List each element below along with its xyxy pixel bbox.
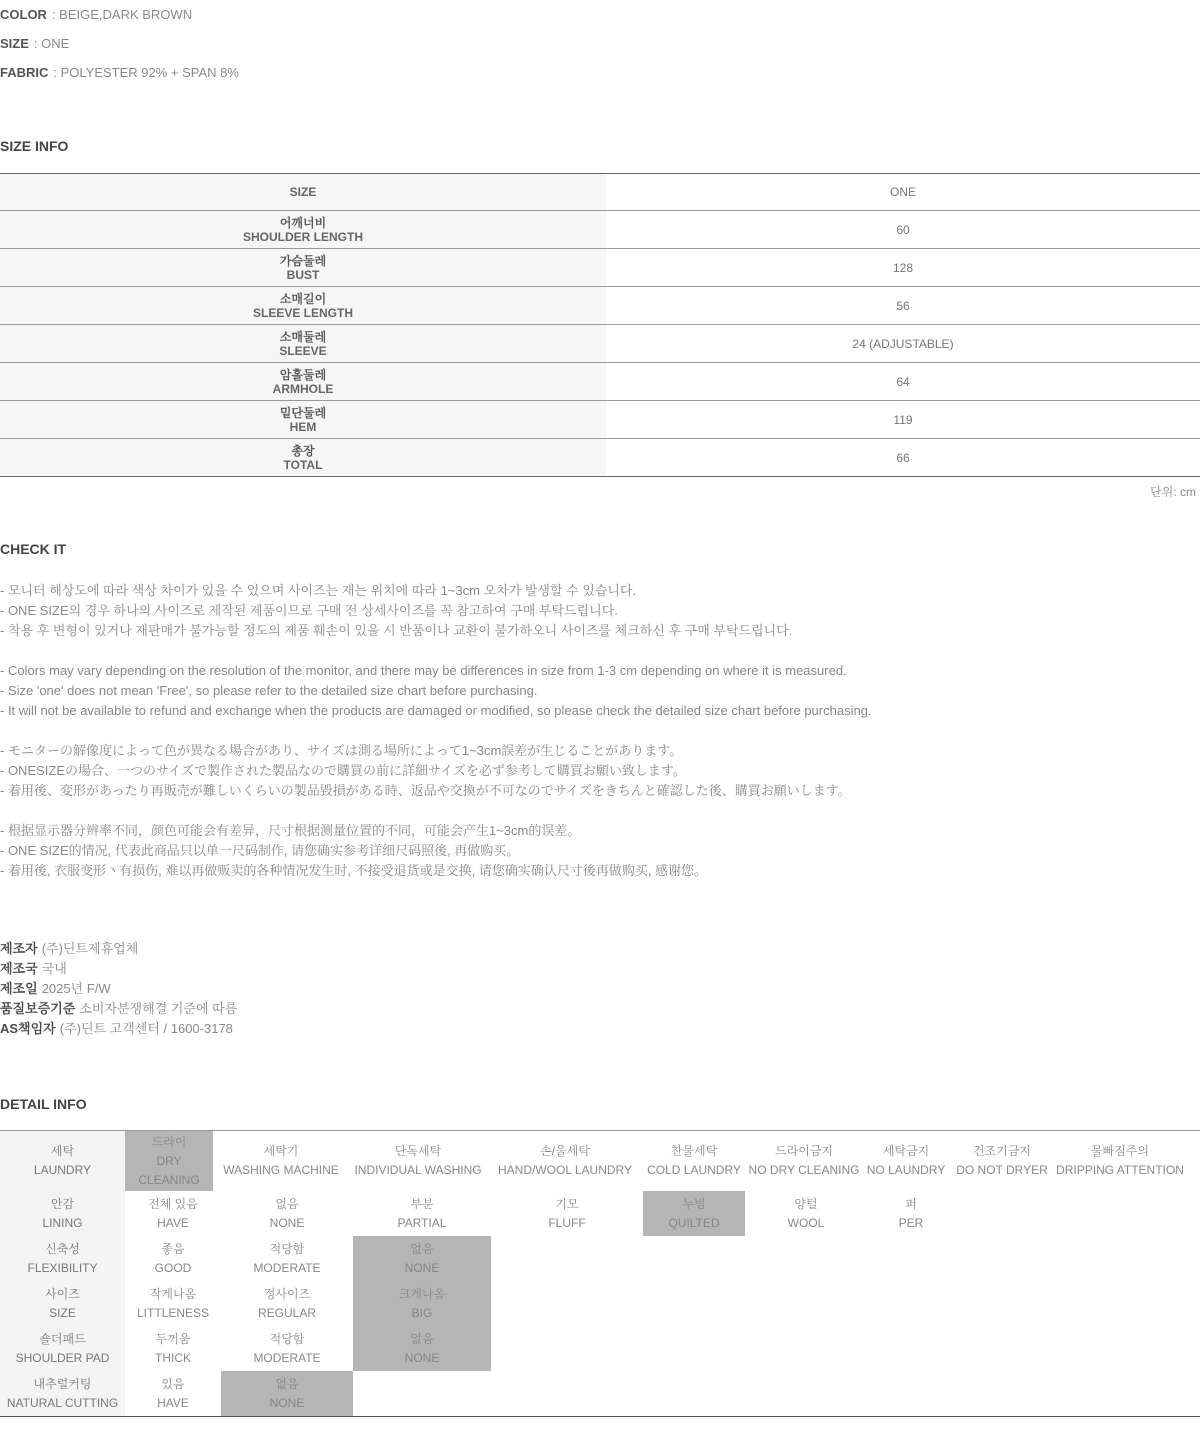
manufacturer-line: 품질보증기준 소비자분쟁해결 기준에 따름 bbox=[0, 1001, 238, 1016]
measure-value: 64 bbox=[606, 363, 1200, 401]
manufacturer-line: 제조국 국내 bbox=[0, 961, 67, 976]
option-selected: 누빔 QUILTED bbox=[643, 1191, 745, 1236]
option: 없음 NONE bbox=[269, 1196, 305, 1230]
row-label: 숄더패드 SHOULDER PAD bbox=[0, 1326, 125, 1371]
option: 찬물세탁 COLD LAUNDRY bbox=[647, 1144, 741, 1177]
measure-value: 66 bbox=[606, 439, 1200, 477]
color-value: : BEIGE,DARK BROWN bbox=[51, 7, 193, 22]
detail-row-shoulder-pad bbox=[0, 1326, 1200, 1371]
option: 적당함 MODERATE bbox=[253, 1331, 321, 1365]
check-block-chinese bbox=[0, 821, 1200, 881]
detail-row-laundry bbox=[0, 1131, 1200, 1191]
row-label: 신축성 FLEXIBILITY bbox=[0, 1236, 125, 1281]
option: 세탁기 WASHING MACHINE bbox=[223, 1144, 339, 1177]
measure-value: 60 bbox=[606, 211, 1200, 249]
table-row bbox=[0, 287, 1200, 325]
size-table-header-value: ONE bbox=[606, 174, 1200, 211]
fabric-value: : POLYESTER 92% + SPAN 8% bbox=[53, 65, 239, 80]
option: 퍼 PER bbox=[898, 1196, 924, 1230]
fabric-line bbox=[0, 66, 1200, 79]
option: 정사이즈 REGULAR bbox=[257, 1286, 316, 1320]
size-info-heading: SIZE INFO bbox=[0, 138, 69, 154]
fabric-label: FABRIC bbox=[0, 65, 49, 80]
check-line: - 착용 후 변형이 있거나 재판매가 불가능할 정도의 제품 훼손이 있을 시 반품이나 교환이 불가하오니 사이즈를 체크하신 후 구매 부탁드립니다. bbox=[0, 623, 793, 638]
detail-row-lining bbox=[0, 1191, 1200, 1236]
option: 물빠짐주의 DRIPPING ATTENTION bbox=[1056, 1144, 1184, 1177]
option: 작게나옴 LITTLENESS bbox=[136, 1286, 210, 1320]
size-table bbox=[0, 173, 1200, 477]
option-selected: 크게나옴 BIG bbox=[353, 1281, 491, 1326]
check-block-japanese bbox=[0, 741, 1200, 801]
option-selected: 없음 NONE bbox=[353, 1236, 491, 1281]
measure-name: 소매길이 SLEEVE LENGTH bbox=[0, 287, 606, 325]
manufacturer-info bbox=[0, 939, 1200, 1039]
size-line bbox=[0, 37, 1200, 50]
option: 좋음 GOOD bbox=[154, 1241, 192, 1275]
option: 기모 FLUFF bbox=[548, 1196, 586, 1230]
check-line: - ONE SIZE의 경우 하나의 사이즈로 제작된 제품이므로 구매 전 상세사이즈를 꼭 참고하여 구매 부탁드립니다. bbox=[0, 603, 618, 618]
measure-name: 어깨너비 SHOULDER LENGTH bbox=[0, 211, 606, 249]
detail-row-flexibility bbox=[0, 1236, 1200, 1281]
measure-name: 소매둘레 SLEEVE bbox=[0, 325, 606, 363]
measure-value: 128 bbox=[606, 249, 1200, 287]
check-line: - Colors may vary depending on the resolution of the monitor, and there may be differences in size from 1-3 cm depending on where it is measured. bbox=[0, 663, 847, 678]
check-it-heading: CHECK IT bbox=[0, 541, 67, 557]
measure-value: 24 (ADJUSTABLE) bbox=[606, 325, 1200, 363]
check-line: - 着用後, 衣服变形丶有损伤, 难以再做贩卖的各种情况发生时, 不接受退货或是交换, 请您确实确认尺寸後再做购买, 感谢您。 bbox=[0, 863, 708, 878]
size-table-header-key: SIZE bbox=[0, 174, 606, 211]
option: 드라이금지 NO DRY CLEANING bbox=[748, 1144, 860, 1177]
check-block-english bbox=[0, 661, 1200, 721]
manufacturer-line: 제조일 2025년 F/W bbox=[0, 981, 111, 996]
unit-note: 단위: cm bbox=[1150, 485, 1196, 499]
check-line: - 모니터 해상도에 따라 색상 차이가 있을 수 있으며 사이즈는 재는 위치에 따라 1~3cm 오차가 발생할 수 있습니다. bbox=[0, 583, 637, 598]
size-value: : ONE bbox=[33, 36, 70, 51]
table-row bbox=[0, 325, 1200, 363]
table-row bbox=[0, 211, 1200, 249]
color-line bbox=[0, 8, 1200, 21]
row-label: 내추럴커팅 NATURAL CUTTING bbox=[0, 1371, 125, 1416]
check-line: - ONESIZEの場合、一つのサイズで製作された製品なので購買の前に詳細サイズを必ず参考して購買お願い致します。 bbox=[0, 763, 686, 778]
option: 적당함 MODERATE bbox=[253, 1241, 321, 1275]
table-row bbox=[0, 249, 1200, 287]
product-info bbox=[0, 0, 1200, 79]
option: 부분 PARTIAL bbox=[397, 1196, 447, 1230]
option-selected: 없음 NONE bbox=[353, 1326, 491, 1371]
table-row bbox=[0, 401, 1200, 439]
manufacturer-line: 제조자 (주)딘트제휴업체 bbox=[0, 941, 139, 956]
option: 세탁금지 NO LAUNDRY bbox=[866, 1144, 946, 1177]
table-row bbox=[0, 439, 1200, 477]
check-line: - モニターの解像度によって色が異なる場合があり、サイズは測る場所によって1~3cm誤差が生じることがあります。 bbox=[0, 743, 683, 758]
detail-row-size bbox=[0, 1281, 1200, 1326]
check-block-korean bbox=[0, 581, 1200, 641]
check-line: - It will not be available to refund and exchange when the products are damaged or modified, so please check the detailed size chart before purchasing. bbox=[0, 703, 872, 718]
measure-value: 119 bbox=[606, 401, 1200, 439]
check-line: - 根据显示器分辨率不同，颜色可能会有差异，尺寸根据测量位置的不同，可能会产生1~3cm的误差。 bbox=[0, 823, 581, 838]
measure-name: 밑단둘레 HEM bbox=[0, 401, 606, 439]
check-line: - 着用後、変形があったり再販売が難しいくらいの製品毀損がある時、返品や交換が不可なのでサイズをきちんと確認した後、購買お願いします。 bbox=[0, 783, 851, 798]
option: 건조기금지 DO NOT DRYER bbox=[956, 1144, 1048, 1177]
option-selected: 없음 NONE bbox=[221, 1371, 353, 1416]
option: 손/울세탁 HAND/WOOL LAUNDRY bbox=[497, 1144, 633, 1177]
table-row bbox=[0, 363, 1200, 401]
row-label: 세탁 LAUNDRY bbox=[0, 1131, 125, 1191]
measure-name: 암홀둘레 ARMHOLE bbox=[0, 363, 606, 401]
measure-name: 총장 TOTAL bbox=[0, 439, 606, 477]
option: 단독세탁 INDIVIDUAL WASHING bbox=[354, 1144, 482, 1177]
option: 전체 있음 HAVE bbox=[148, 1196, 198, 1230]
size-label: SIZE bbox=[0, 36, 29, 51]
check-line: - Size 'one' does not mean 'Free', so please refer to the detailed size chart before purchasing. bbox=[0, 683, 538, 698]
detail-row-natural-cutting bbox=[0, 1371, 1200, 1416]
row-label: 사이즈 SIZE bbox=[0, 1281, 125, 1326]
measure-value: 56 bbox=[606, 287, 1200, 325]
detail-info-heading: DETAIL INFO bbox=[0, 1096, 87, 1112]
detail-grid bbox=[0, 1130, 1200, 1417]
option: 있음 HAVE bbox=[157, 1376, 189, 1410]
color-label: COLOR bbox=[0, 7, 47, 22]
size-table-header-row bbox=[0, 174, 1200, 211]
option: 두꺼움 THICK bbox=[155, 1331, 191, 1365]
option-selected: 드라이 DRY CLEANING bbox=[125, 1131, 213, 1191]
row-label: 안감 LINING bbox=[0, 1191, 125, 1236]
option: 양털 WOOL bbox=[787, 1196, 825, 1230]
measure-name: 가슴둘레 BUST bbox=[0, 249, 606, 287]
manufacturer-line: AS책임자 (주)딘트 고객센터 / 1600-3178 bbox=[0, 1021, 233, 1036]
check-line: - ONE SIZE的情况, 代表此商品只以单一尺码制作, 请您确实参考详细尺码照後, 再做购买。 bbox=[0, 843, 520, 858]
